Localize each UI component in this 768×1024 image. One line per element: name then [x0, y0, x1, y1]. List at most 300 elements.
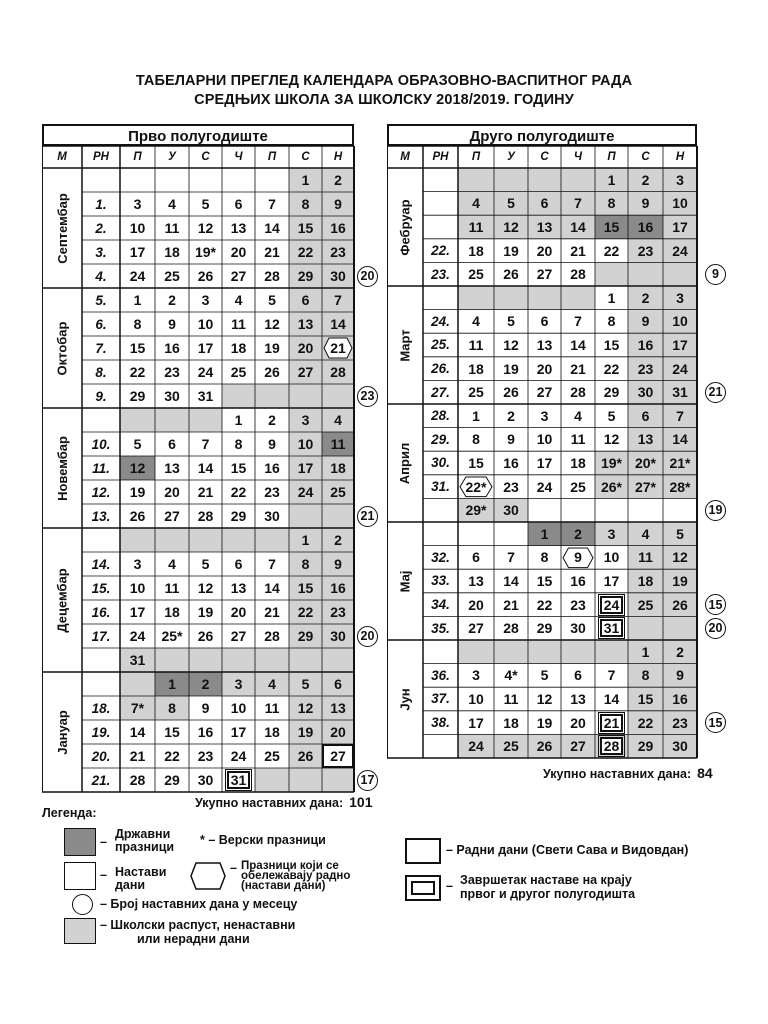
day-label: 9: [676, 667, 684, 684]
day-label: 5: [540, 667, 549, 684]
day-cell: [663, 498, 697, 522]
day-label: 1: [607, 289, 616, 306]
day-cell: [528, 404, 561, 428]
day-cell: [528, 428, 561, 452]
day-label: 1: [168, 676, 176, 692]
day-cell: [595, 310, 628, 334]
day-cell: [322, 408, 354, 432]
day-cell: [458, 239, 494, 263]
day-cell: [628, 310, 663, 334]
day-label: 22*: [465, 478, 487, 495]
day-cell: [561, 404, 595, 428]
day-cell: [222, 336, 255, 360]
day-label: 2: [507, 407, 515, 424]
day-label: 18: [637, 572, 654, 589]
day-label: 16: [330, 580, 346, 596]
day-label: 5: [676, 525, 684, 542]
week-number: 34.: [431, 597, 450, 613]
day-cell: [289, 552, 322, 576]
day-label: 22: [129, 364, 146, 380]
day-label: 23: [197, 748, 214, 764]
month-label: Октобар: [54, 321, 70, 375]
day-label: 15: [297, 220, 314, 236]
day-cell: [458, 215, 494, 239]
week-number: 22.: [431, 243, 450, 259]
day-cell: [561, 333, 595, 357]
day-cell: [289, 240, 322, 264]
day-cell: [494, 262, 528, 286]
day-label: 30: [264, 508, 280, 524]
day-cell: [120, 624, 155, 648]
day-cell: [663, 239, 697, 263]
day-cell: [155, 480, 189, 504]
day-cell: [458, 593, 494, 617]
day-label: 23: [503, 478, 519, 495]
day-label: 18: [164, 244, 180, 260]
day-label: 17: [536, 454, 553, 471]
day-label: 25: [468, 266, 484, 283]
day-cell: [628, 380, 663, 404]
day-cell: [561, 380, 595, 404]
week-number: [423, 640, 458, 664]
day-cell: [322, 336, 354, 360]
day-cell: [155, 216, 189, 240]
day-label: 21: [503, 596, 519, 613]
day-label: 27: [297, 364, 314, 380]
day-cell: [189, 312, 222, 336]
day-cell: [189, 336, 222, 360]
day-label: 10: [129, 220, 146, 236]
day-cell: [189, 384, 222, 408]
day-label: 28: [264, 628, 280, 644]
week-number: 20.: [91, 748, 111, 764]
day-cell: [494, 239, 528, 263]
day-cell: [528, 239, 561, 263]
day-cell: [663, 546, 697, 570]
day-label: 29: [637, 738, 654, 755]
month-teaching-days-count: 21: [705, 382, 726, 403]
day-cell: [458, 286, 494, 310]
day-cell: [663, 428, 697, 452]
day-label: 10: [129, 580, 146, 596]
day-cell: [561, 734, 595, 758]
day-label: 24: [129, 628, 146, 644]
day-cell: [595, 687, 628, 711]
day-label: 3: [676, 171, 684, 188]
day-cell: [255, 312, 289, 336]
day-label: 26: [297, 748, 314, 764]
day-cell: [289, 696, 322, 720]
day-label: 19: [503, 360, 519, 377]
day-cell: [458, 192, 494, 216]
day-cell: [494, 380, 528, 404]
day-cell: [189, 744, 222, 768]
day-label: 4: [234, 292, 243, 308]
day-label: 14: [197, 460, 214, 476]
day-label: 15: [129, 340, 146, 356]
week-number: 23.: [431, 266, 450, 282]
day-cell: [528, 569, 561, 593]
day-cell: [222, 360, 255, 384]
day-label: 25: [164, 268, 180, 284]
week-number: 26.: [431, 361, 450, 377]
day-cell: [322, 504, 354, 528]
day-cell: [189, 456, 222, 480]
day-cell: [255, 192, 289, 216]
day-label: 3: [472, 667, 480, 684]
week-number: 15.: [91, 580, 111, 596]
day-label: 24: [230, 748, 247, 764]
day-label: 4: [472, 313, 480, 330]
day-cell: [120, 168, 155, 192]
day-cell: [663, 687, 697, 711]
day-cell: [222, 240, 255, 264]
day-cell: [494, 593, 528, 617]
day-cell: [494, 168, 528, 192]
day-cell: [155, 768, 189, 792]
day-cell: [458, 711, 494, 735]
day-label: 9: [641, 195, 650, 212]
month-name: [42, 408, 82, 528]
day-cell: [189, 288, 222, 312]
day-label: 15: [603, 336, 620, 353]
day-label: 15: [297, 580, 314, 596]
day-cell: [561, 593, 595, 617]
day-cell: [289, 480, 322, 504]
day-cell: [628, 168, 663, 192]
day-cell: [595, 239, 628, 263]
day-cell: [458, 404, 494, 428]
day-label: 7: [574, 313, 582, 330]
day-cell: [255, 480, 289, 504]
day-cell: [494, 333, 528, 357]
day-label: 12: [536, 690, 553, 707]
day-cell: [289, 528, 322, 552]
day-cell: [628, 404, 663, 428]
day-label: 25: [230, 364, 247, 380]
day-cell: [155, 576, 189, 600]
column-header: Н: [675, 151, 685, 163]
day-cell: [255, 600, 289, 624]
day-label: 28: [570, 384, 586, 401]
day-cell: [120, 408, 155, 432]
day-cell: [255, 336, 289, 360]
day-cell: [255, 216, 289, 240]
day-label: 30: [637, 384, 654, 401]
day-label: 18: [230, 340, 247, 356]
month-teaching-days-count: 20: [705, 618, 726, 639]
day-cell: [289, 288, 322, 312]
day-cell: [289, 576, 322, 600]
day-label: 10: [230, 700, 247, 716]
semester-heading: Прво полугодиште: [42, 124, 354, 146]
day-cell: [528, 616, 561, 640]
day-label: 31: [600, 619, 624, 637]
day-label: 5: [607, 407, 616, 424]
day-label: 16: [264, 460, 280, 476]
day-cell: [289, 216, 322, 240]
day-label: 28: [570, 266, 586, 283]
day-label: 17: [468, 714, 484, 731]
week-number: 18.: [91, 700, 111, 716]
legend-vacation-l1: – Школски распуст, ненаставни: [100, 918, 296, 932]
day-cell: [155, 312, 189, 336]
day-cell: [289, 456, 322, 480]
day-cell: [120, 312, 155, 336]
week-number: 29.: [431, 431, 450, 447]
column-header: П: [607, 151, 616, 163]
day-cell: [494, 522, 528, 546]
day-label: 13: [468, 572, 484, 589]
day-cell: [189, 360, 222, 384]
day-cell: [663, 475, 697, 499]
day-cell: [628, 593, 663, 617]
day-label: 11: [468, 336, 484, 353]
day-label: 27: [570, 738, 586, 755]
day-cell: [528, 498, 561, 522]
day-label: 30: [672, 738, 688, 755]
day-cell: [528, 286, 561, 310]
column-header: РН: [93, 151, 109, 163]
day-cell: [458, 310, 494, 334]
day-label: 4*: [504, 667, 518, 684]
day-label: 26: [503, 266, 519, 283]
week-number: [82, 408, 120, 432]
week-number: [423, 168, 458, 192]
day-cell: [494, 286, 528, 310]
day-cell: [528, 522, 561, 546]
day-cell: [222, 744, 255, 768]
week-number: 36.: [431, 667, 450, 683]
day-cell: [458, 734, 494, 758]
day-cell: [222, 192, 255, 216]
day-cell: [663, 168, 697, 192]
day-label: 16: [672, 690, 688, 707]
day-cell: [120, 480, 155, 504]
column-header: Ч: [234, 151, 243, 163]
day-label: 30: [330, 268, 346, 284]
day-label: 29*: [465, 502, 487, 519]
day-label: 7*: [130, 700, 145, 716]
day-label: 10: [197, 316, 214, 332]
day-cell: [663, 192, 697, 216]
day-label: 8: [133, 316, 142, 332]
day-cell: [189, 768, 222, 792]
legend-end-l1: Завршетак наставе на крају: [460, 873, 632, 887]
month-label: Новембар: [54, 435, 70, 501]
day-cell: [494, 404, 528, 428]
day-cell: [595, 428, 628, 452]
day-cell: [595, 262, 628, 286]
day-label: 9: [641, 313, 650, 330]
legend-end-l2: првог и другог полугодишта: [460, 887, 636, 901]
day-label: 31: [227, 771, 251, 789]
day-label: 26: [536, 738, 553, 755]
legend-title: Легенда:: [42, 806, 97, 820]
day-cell: [561, 616, 595, 640]
day-label: 3: [540, 407, 549, 424]
month-teaching-days-count: 17: [357, 770, 378, 791]
week-number: 27.: [431, 384, 450, 400]
day-label: 21: [129, 748, 146, 764]
day-cell: [628, 640, 663, 664]
day-label: 21: [600, 714, 624, 732]
legend-state-holidays-swatch: [64, 828, 96, 856]
day-cell: [155, 264, 189, 288]
day-cell: [322, 360, 354, 384]
day-label: 23: [330, 244, 346, 260]
day-label: 5: [507, 195, 515, 212]
day-cell: [289, 672, 322, 696]
day-label: 9: [268, 436, 276, 452]
day-label: 11: [164, 220, 180, 236]
day-label: 7: [676, 407, 684, 424]
day-label: 31: [197, 388, 214, 404]
day-cell: [222, 432, 255, 456]
day-label: 4: [334, 412, 342, 428]
day-cell: [289, 336, 322, 360]
day-label: 19: [129, 484, 146, 500]
day-cell: [663, 215, 697, 239]
day-label: 19*: [600, 454, 623, 471]
day-cell: [155, 408, 189, 432]
week-number: 28.: [431, 408, 450, 424]
day-cell: [628, 475, 663, 499]
day-cell: [155, 600, 189, 624]
day-cell: [663, 380, 697, 404]
day-cell: [528, 451, 561, 475]
day-label: 31: [129, 652, 146, 668]
second-semester-table: [387, 124, 723, 760]
day-cell: [322, 648, 354, 672]
month-name: [387, 168, 423, 286]
day-cell: [322, 576, 354, 600]
day-cell: [155, 648, 189, 672]
week-number: 4.: [95, 268, 107, 284]
day-label: 28: [600, 737, 624, 755]
day-label: 12: [603, 431, 620, 448]
day-cell: [528, 640, 561, 664]
day-cell: [595, 546, 628, 570]
day-cell: [155, 168, 189, 192]
day-cell: [120, 696, 155, 720]
week-number: 19.: [91, 724, 111, 740]
day-cell: [528, 168, 561, 192]
day-label: 20: [468, 596, 484, 613]
day-label: 2: [168, 292, 176, 308]
day-label: 24: [672, 360, 688, 377]
day-label: 7: [268, 196, 276, 212]
day-cell: [561, 475, 595, 499]
day-cell: [561, 569, 595, 593]
month-name: [42, 672, 82, 792]
day-cell: [494, 192, 528, 216]
column-header: С: [540, 151, 549, 163]
day-cell: [663, 593, 697, 617]
day-cell: [189, 480, 222, 504]
day-label: 6: [472, 549, 480, 566]
day-label: 13: [570, 690, 586, 707]
day-cell: [458, 522, 494, 546]
day-cell: [255, 240, 289, 264]
day-label: 21: [264, 244, 280, 260]
day-cell: [222, 528, 255, 552]
day-cell: [595, 333, 628, 357]
day-cell: [255, 768, 289, 792]
day-label: 16: [503, 454, 519, 471]
day-label: 25: [330, 484, 346, 500]
day-cell: [628, 333, 663, 357]
day-label: 9: [201, 700, 210, 716]
day-cell: [322, 432, 354, 456]
day-cell: [255, 360, 289, 384]
day-label: 4: [168, 556, 176, 572]
day-cell: [189, 648, 222, 672]
day-cell: [120, 528, 155, 552]
day-label: 10: [468, 690, 484, 707]
day-label: 21: [264, 604, 280, 620]
total-label: Укупно наставних дана:: [543, 767, 692, 781]
day-cell: [322, 720, 354, 744]
month-name: [387, 640, 423, 758]
day-cell: [222, 288, 255, 312]
day-cell: [528, 475, 561, 499]
day-label: 9: [334, 556, 342, 572]
day-label: 14: [672, 431, 688, 448]
day-label: 19: [672, 572, 688, 589]
day-cell: [561, 192, 595, 216]
column-header: П: [133, 151, 142, 163]
day-cell: [155, 360, 189, 384]
first-semester-table: [42, 124, 375, 794]
day-cell: [222, 576, 255, 600]
semester-heading: Друго полугодиште: [387, 124, 697, 146]
week-number: 3.: [95, 244, 107, 260]
day-label: 22: [536, 596, 553, 613]
column-header: У: [507, 151, 515, 163]
day-cell: [494, 310, 528, 334]
day-label: 18: [264, 724, 280, 740]
day-label: 31: [672, 384, 688, 401]
day-cell: [561, 239, 595, 263]
day-label: 23: [330, 604, 346, 620]
day-label: 27*: [634, 478, 657, 495]
month-name: [387, 522, 423, 640]
legend-marked-l3: (настави дани): [241, 880, 326, 892]
month-label: Април: [397, 442, 413, 484]
day-label: 29: [297, 628, 314, 644]
day-label: 28: [330, 364, 346, 380]
day-label: 17: [603, 572, 620, 589]
day-cell: [528, 664, 561, 688]
day-label: 14: [570, 336, 586, 353]
day-cell: [155, 720, 189, 744]
day-label: 8: [234, 436, 243, 452]
day-cell: [663, 310, 697, 334]
day-cell: [155, 384, 189, 408]
legend-religious: * – Верски празници: [200, 833, 326, 847]
day-label: 2: [641, 289, 650, 306]
column-header: М: [400, 151, 410, 163]
day-cell: [189, 408, 222, 432]
day-cell: [528, 310, 561, 334]
day-cell: [155, 744, 189, 768]
day-label: 27: [230, 628, 247, 644]
day-label: 14: [503, 572, 519, 589]
day-cell: [663, 640, 697, 664]
day-cell: [155, 672, 189, 696]
day-label: 24: [129, 268, 146, 284]
